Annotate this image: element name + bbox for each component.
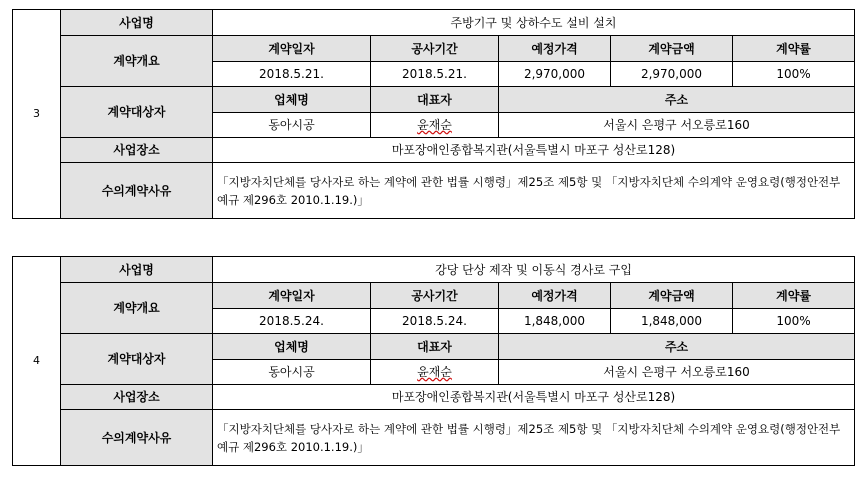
contract-number: 4 [13,257,61,466]
party-rep [371,360,499,385]
location-value: 마포장애인종합복지관(서울특별시 마포구 성산로128) [213,138,855,163]
party-header-address: 주소 [499,87,855,113]
label-reason: 수의계약사유 [61,163,213,219]
party-company: 동아시공 [213,360,371,385]
party-rep [371,113,499,138]
reason-value: 「지방자치단체를 당사자로 하는 계약에 관한 법률 시행령」제25조 제5항 및 「지방자치단체 수의계약 운영요령(행정안전부 예규 제296호 2010.1.19.)」 [213,163,855,219]
overview-amount: 2,970,000 [611,62,733,87]
business-name-value: 강당 단상 제작 및 이동식 경사로 구입 [213,257,855,283]
label-location: 사업장소 [61,385,213,410]
overview-period: 2018.5.21. [371,62,499,87]
overview-header-date: 계약일자 [213,283,371,309]
party-header-address: 주소 [499,334,855,360]
overview-header-rate: 계약률 [733,36,855,62]
contract-table-3 [12,9,855,219]
overview-header-est-price: 예정가격 [499,36,611,62]
location-value: 마포장애인종합복지관(서울특별시 마포구 성산로128) [213,385,855,410]
overview-period: 2018.5.24. [371,309,499,334]
overview-header-amount: 계약금액 [611,36,733,62]
label-overview: 계약개요 [61,36,213,87]
overview-header-date: 계약일자 [213,36,371,62]
label-reason: 수의계약사유 [61,410,213,466]
overview-rate: 100% [733,309,855,334]
contract-number: 3 [13,10,61,219]
overview-header-period: 공사기간 [371,283,499,309]
overview-rate: 100% [733,62,855,87]
label-business-name: 사업명 [61,10,213,36]
overview-date: 2018.5.21. [213,62,371,87]
contract-table-4 [12,256,855,466]
party-address: 서울시 은평구 서오릉로160 [499,113,855,138]
label-overview: 계약개요 [61,283,213,334]
overview-date: 2018.5.24. [213,309,371,334]
party-rep-text: 윤재순 [417,118,452,132]
party-company: 동아시공 [213,113,371,138]
overview-header-period: 공사기간 [371,36,499,62]
overview-header-amount: 계약금액 [611,283,733,309]
overview-est-price: 1,848,000 [499,309,611,334]
label-location: 사업장소 [61,138,213,163]
label-business-name: 사업명 [61,257,213,283]
overview-header-rate: 계약률 [733,283,855,309]
party-header-rep: 대표자 [371,87,499,113]
party-header-rep: 대표자 [371,334,499,360]
party-rep-text: 윤재순 [417,365,452,379]
reason-value: 「지방자치단체를 당사자로 하는 계약에 관한 법률 시행령」제25조 제5항 및 「지방자치단체 수의계약 운영요령(행정안전부 예규 제296호 2010.1.19.)」 [213,410,855,466]
overview-amount: 1,848,000 [611,309,733,334]
label-party: 계약대상자 [61,87,213,138]
business-name-value: 주방기구 및 상하수도 설비 설치 [213,10,855,36]
label-party: 계약대상자 [61,334,213,385]
party-address: 서울시 은평구 서오릉로160 [499,360,855,385]
overview-header-est-price: 예정가격 [499,283,611,309]
party-header-company: 업체명 [213,334,371,360]
overview-est-price: 2,970,000 [499,62,611,87]
party-header-company: 업체명 [213,87,371,113]
